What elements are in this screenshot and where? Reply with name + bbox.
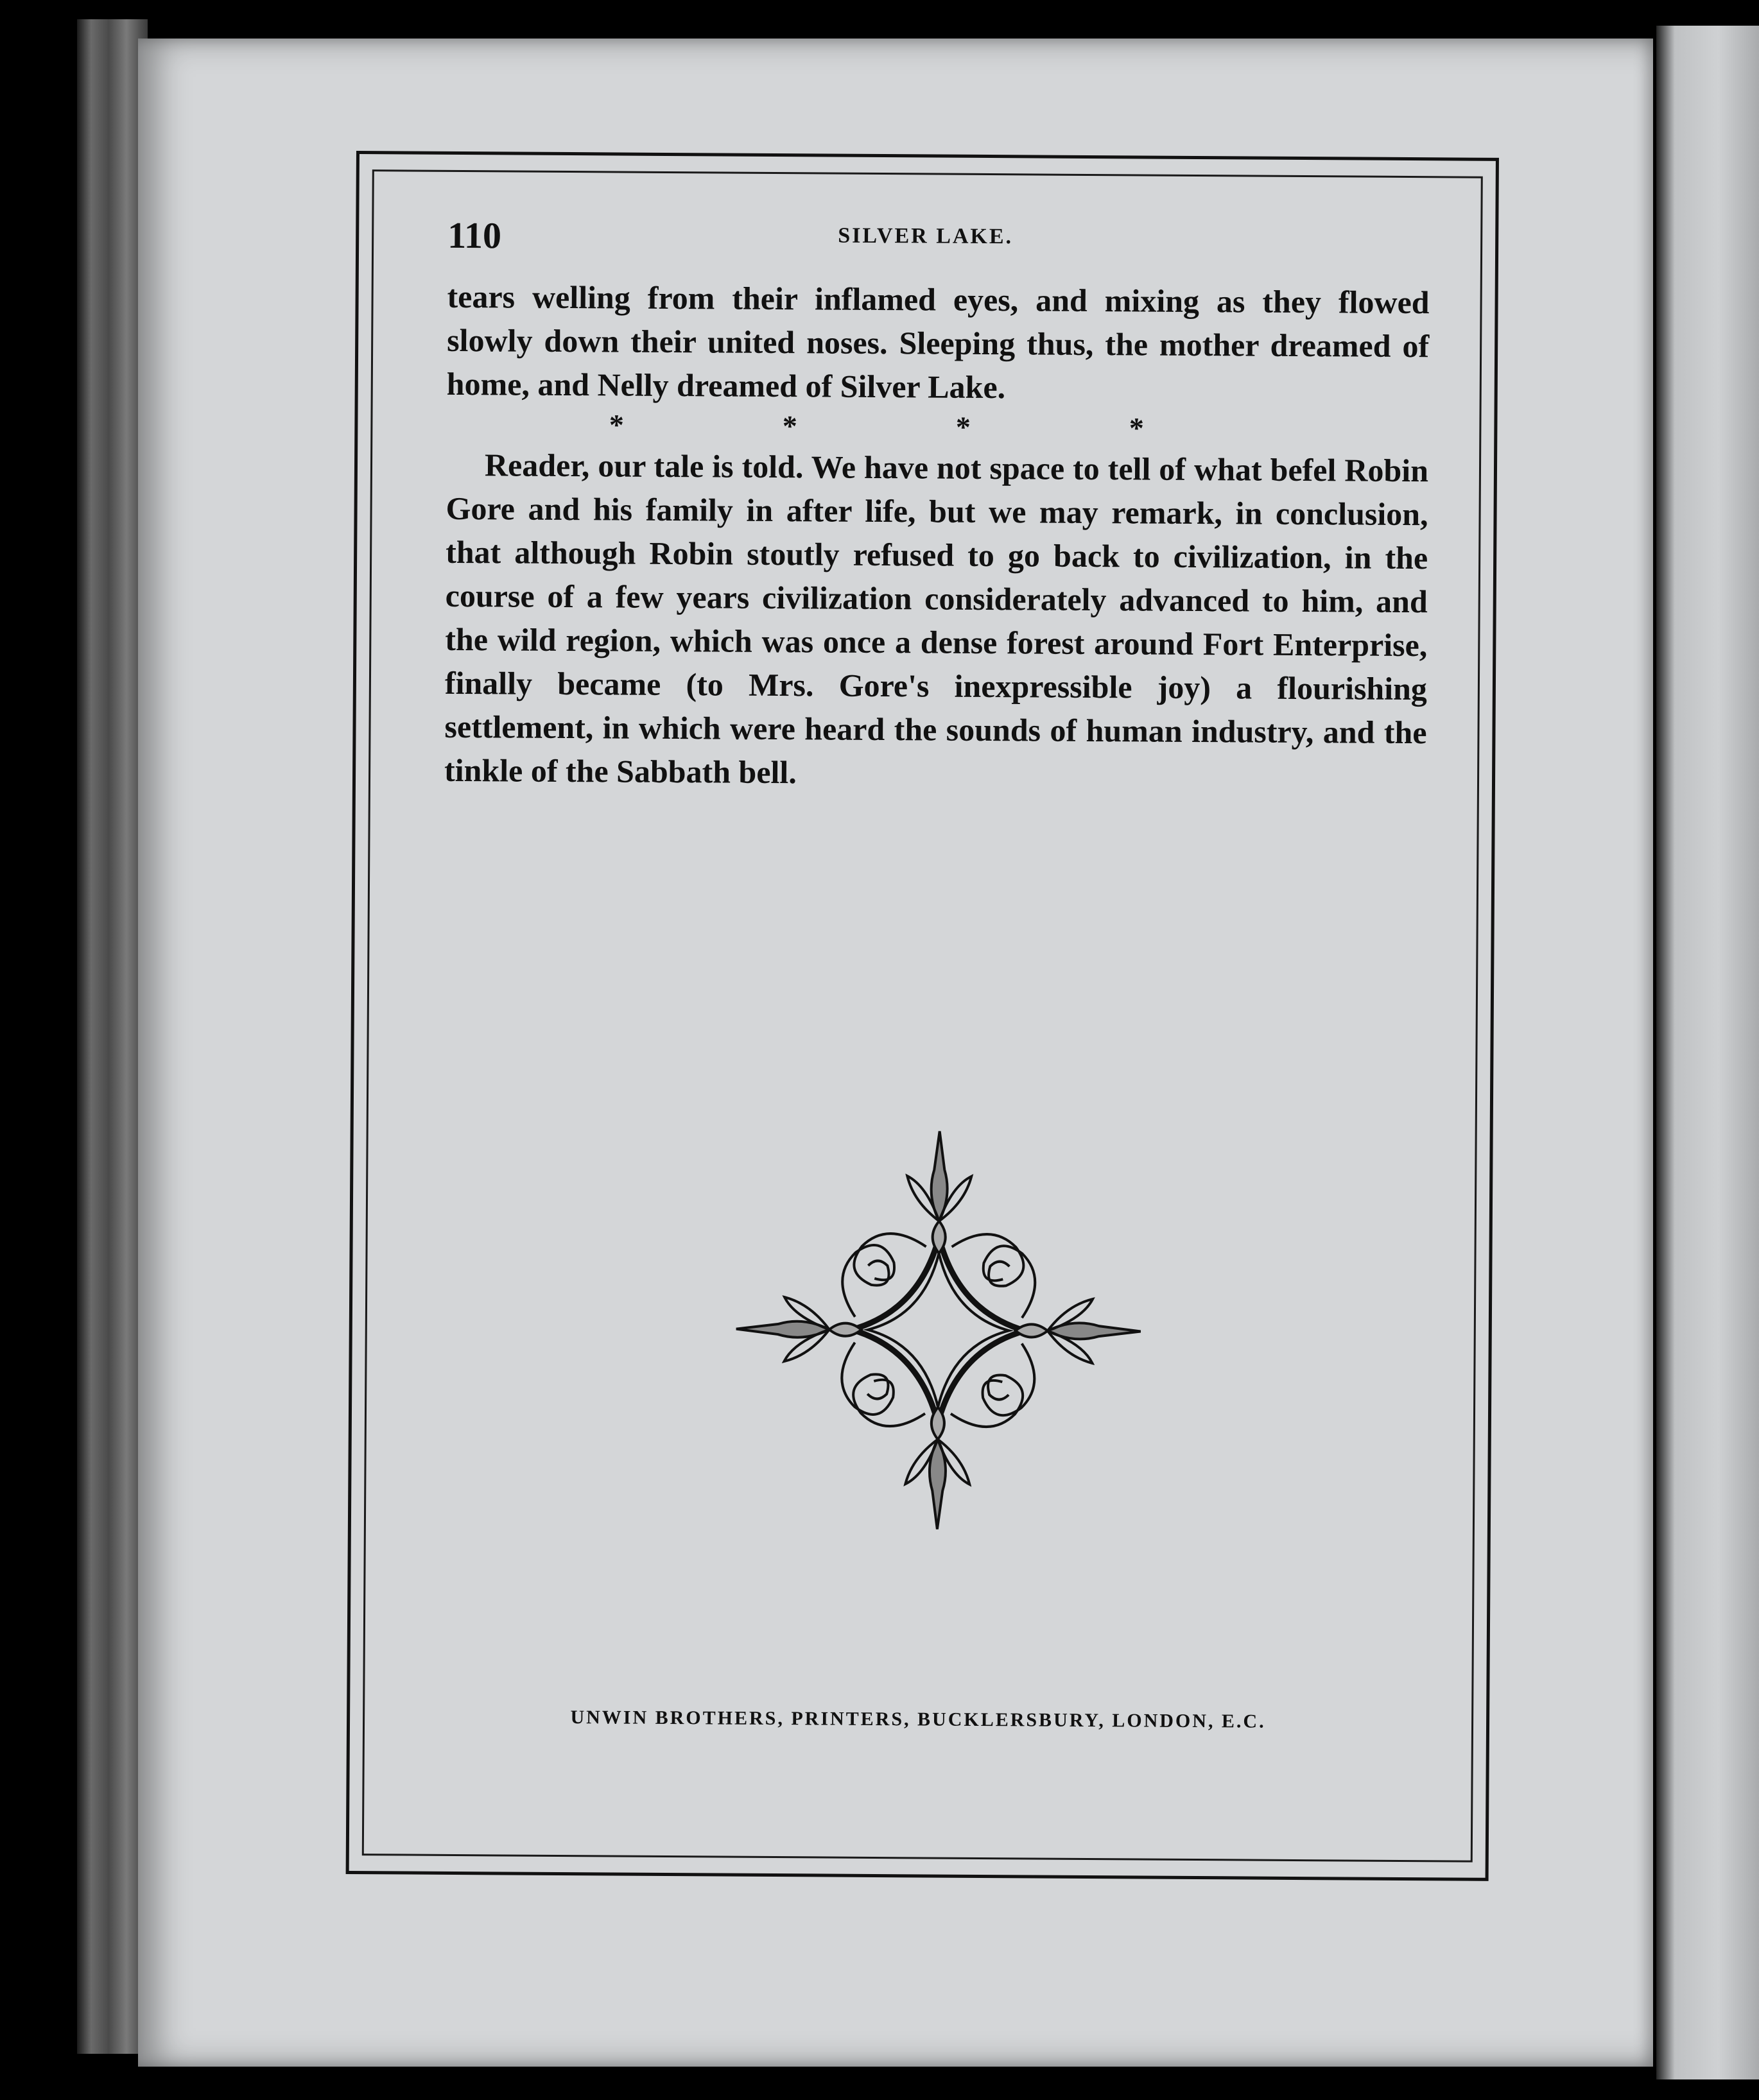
diamond-fleuron-ornament-icon (732, 1124, 1145, 1537)
body-text (444, 275, 1430, 798)
page-inner-border (362, 169, 1483, 1863)
printer-imprint: UNWIN BROTHERS, PRINTERS, BUCKLERSBURY, LONDON, E.C. (570, 1707, 1266, 1732)
paragraph-continued: tears welling from their inflamed eyes, and mixing as they flowed slowly down their united noses. Sleeping thus, the mother dreamed of home, and Nelly dreamed of Silver Lake. (446, 278, 1430, 406)
section-break-star: * (955, 410, 971, 443)
section-break-star: * (782, 409, 798, 443)
running-head (447, 214, 1403, 271)
facing-page-edge (1656, 26, 1759, 2079)
paragraph-final: Reader, our tale is told. We have not space to tell of what befel Robin Gore and his family in after life, but we may remark, in conclusion, that although Robin stoutly refused to go back to civilization, in the course of a few years civilization considerately advanced to him, and the wild region, which was once a dense forest around Fort Enterprise, finally became (to Mrs. Gore's inexpressible joy) a flourishing settlement, in which were heard the sounds of human industry, and the tinkle of the Sabbath bell. (444, 447, 1429, 791)
section-break-star: * (1129, 411, 1145, 445)
page-border-frame (346, 151, 1499, 1881)
page-number: 110 (447, 214, 502, 257)
book-page-edges (77, 19, 148, 2054)
section-break-stars (530, 406, 1223, 448)
running-title: SILVER LAKE. (838, 223, 1014, 249)
section-break-star: * (609, 408, 625, 442)
